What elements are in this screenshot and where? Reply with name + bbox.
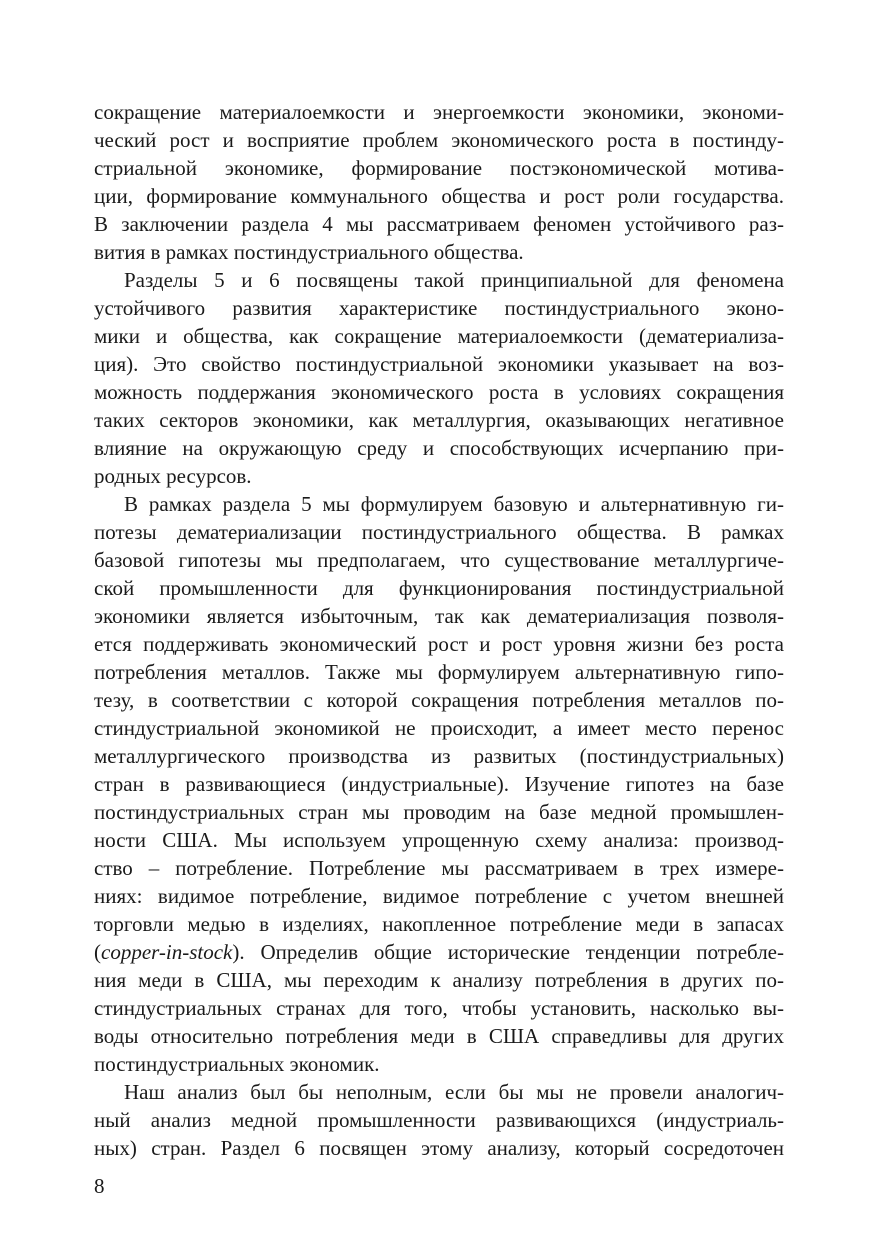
text-line: можность поддержания экономического роста в условиях сокращения (94, 380, 784, 404)
page-number: 8 (94, 1174, 105, 1198)
text-line: ных) стран. Раздел 6 посвящен этому анализу, который сосредоточен (94, 1136, 784, 1160)
text-line: потезы дематериализации постиндустриального общества. В рамках (94, 520, 784, 544)
text-line: Наш анализ был бы неполным, если бы мы не провели аналогич- (124, 1080, 784, 1104)
text-fragment: ). Определив общие исторические тенденции потребле- (232, 940, 784, 964)
text-line: мики и общества, как сокращение материалоемкости (дематериализа- (94, 324, 784, 348)
text-line: тезу, в соответствии с которой сокращения потребления металлов по- (94, 688, 784, 712)
text-line: ция). Это свойство постиндустриальной экономики указывает на воз- (94, 352, 784, 376)
text-line: сокращение материалоемкости и энергоемкости экономики, экономи- (94, 100, 784, 124)
text-line: постиндустриальных экономик. (94, 1052, 380, 1076)
text-line: стиндустриальных странах для того, чтобы установить, насколько вы- (94, 996, 784, 1020)
text-line: ния меди в США, мы переходим к анализу потребления в других по- (94, 968, 784, 992)
text-line: ности США. Мы используем упрощенную схему анализа: производ- (94, 828, 784, 852)
text-line: экономики является избыточным, так как дематериализация позволя- (94, 604, 784, 628)
text-line: стриальной экономике, формирование постэкономической мотива- (94, 156, 784, 180)
text-line: базовой гипотезы мы предполагаем, что существование металлургиче- (94, 548, 784, 572)
text-line: ской промышленности для функционирования постиндустриальной (94, 576, 784, 600)
text-line: устойчивого развития характеристике постиндустриального эконо- (94, 296, 784, 320)
text-line: металлургического производства из развитых (постиндустриальных) (94, 744, 784, 768)
text-line: вития в рамках постиндустриального общества. (94, 240, 524, 264)
text-line: ется поддерживать экономический рост и рост уровня жизни без роста (94, 632, 784, 656)
text-line: потребления металлов. Также мы формулируем альтернативную гипо- (94, 660, 784, 684)
text-line: стиндустриальной экономикой не происходит, а имеет место перенос (94, 716, 784, 740)
text-line: ство – потребление. Потребление мы рассматриваем в трех измере- (94, 856, 784, 880)
italic-term: copper-in-stock (101, 940, 233, 964)
text-line: В заключении раздела 4 мы рассматриваем феномен устойчивого раз- (94, 212, 784, 236)
text-line: влияние на окружающую среду и способствующих исчерпанию при- (94, 436, 784, 460)
text-line: воды относительно потребления меди в США справедливы для других (94, 1024, 784, 1048)
text-line: стран в развивающиеся (индустриальные). Изучение гипотез на базе (94, 772, 784, 796)
text-fragment: ( (94, 940, 101, 964)
text-line: В рамках раздела 5 мы формулируем базовую и альтернативную ги- (124, 492, 784, 516)
text-line: ческий рост и восприятие проблем экономического роста в постинду- (94, 128, 784, 152)
text-line: постиндустриальных стран мы проводим на базе медной промышлен- (94, 800, 784, 824)
text-line: ный анализ медной промышленности развивающихся (индустриаль- (94, 1108, 784, 1132)
text-line-with-italic (94, 938, 784, 966)
text-line: родных ресурсов. (94, 464, 252, 488)
text-line: Разделы 5 и 6 посвящены такой принципиальной для феномена (124, 268, 784, 292)
text-line: ниях: видимое потребление, видимое потребление с учетом внешней (94, 884, 784, 908)
text-line: ции, формирование коммунального общества и рост роли государства. (94, 184, 784, 208)
text-line: таких секторов экономики, как металлургия, оказывающих негативное (94, 408, 784, 432)
text-line: торговли медью в изделиях, накопленное потребление меди в запасах (94, 912, 784, 936)
